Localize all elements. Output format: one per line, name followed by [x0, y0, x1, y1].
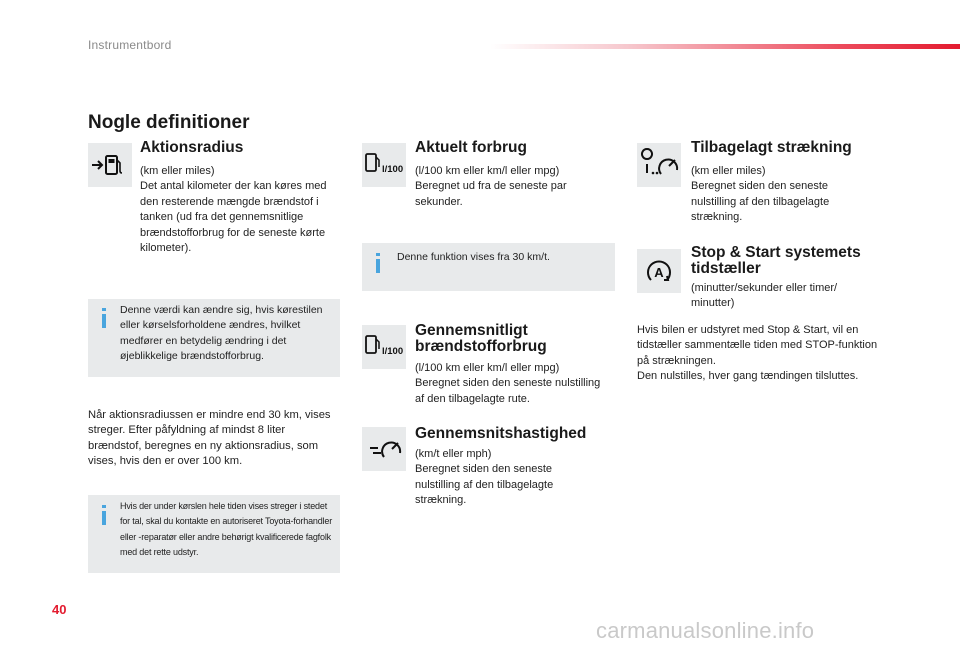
- tilbagelagt-title: Tilbagelagt strækning: [691, 139, 852, 156]
- aktuelt-text: (l/100 km eller km/l eller mpg) Beregnet ud fra de seneste par sekunder.: [415, 165, 567, 208]
- aktionsradius-title: Aktionsradius: [140, 139, 244, 156]
- info-icon-bar: [102, 314, 106, 328]
- range-dashes-paragraph: Når aktionsradiussen er mindre end 30 km, vises streger. Efter påfyldning af mindst 8 liter brændstof, beregnes en ny aktionsradius, som vises, hvis den er over 100 km.: [88, 409, 331, 468]
- gennemsnit-forbrug-text: (l/100 km eller km/l eller mpg) Beregnet siden den seneste nulstilling af den tilbagelagte rute.: [415, 362, 601, 405]
- info-text-value-change: Denne værdi kan ændre sig, hvis kørestilen eller kørselsforholdene ændres, hvilket medfører en betydelig ændring i det øjeblikkelige brændstofforbrug.: [120, 304, 323, 363]
- range-fuel-icon: [88, 143, 132, 187]
- gennemsnit-forbrug-title: Gennemsnitligt brændstofforbrug: [415, 322, 547, 355]
- watermark: carmanualsonline.info: [596, 618, 815, 643]
- stop-start-icon: [637, 249, 681, 293]
- info-icon: [102, 308, 106, 311]
- tilbagelagt-text: (km eller miles) Beregnet siden den seneste nulstilling af den tilbagelagte strækning.: [691, 165, 830, 224]
- instant-consumption-icon-label: l/100: [382, 164, 404, 175]
- info-box-speed: [362, 243, 615, 291]
- page-title: Nogle definitioner: [88, 112, 250, 133]
- header-accent-bar: [490, 44, 960, 49]
- stopstart-paragraph: Hvis bilen er udstyret med Stop & Start, vil en tidstæller sammentælle tiden med STOP-funktion på strækningen. Den nulstilles, hver gang tændingen tilsluttes.: [637, 324, 878, 383]
- average-speed-icon: [362, 427, 406, 471]
- header-title: Instrumentbord: [88, 38, 172, 52]
- info-icon: [102, 505, 106, 508]
- average-consumption-icon-label: l/100: [382, 346, 404, 357]
- stopstart-title: Stop & Start systemets tidstæller: [691, 244, 861, 277]
- info-box-value-change: [88, 299, 340, 377]
- aktuelt-title: Aktuelt forbrug: [415, 139, 527, 156]
- info-icon-bar: [102, 511, 106, 525]
- info-icon-bar: [376, 259, 380, 273]
- distance-travelled-icon: [637, 143, 681, 187]
- info-text-contact-dealer: Hvis der under kørslen hele tiden vises streger i stedet for tal, skal du kontakte en autoriseret Toyota-forhandler eller -reparatør eller andre behørigt kvalificerede fagfolk med det rette udstyr.: [120, 501, 333, 559]
- info-icon: [376, 253, 380, 256]
- gennemsnit-hastighed-text: (km/t eller mph) Beregnet siden den seneste nulstilling af den tilbagelagte strækning.: [415, 448, 554, 507]
- page-number: 40: [52, 602, 67, 617]
- stopstart-text: (minutter/sekunder eller timer/ minutter): [691, 282, 838, 310]
- info-text-speed: Denne funktion vises fra 30 km/t.: [397, 251, 550, 263]
- aktionsradius-text: (km eller miles) Det antal kilometer der kan køres med den resterende mængde brændstof i tanken (ud fra det gennemsnitlige brændstofforbrug for de seneste kørte kilometer).: [140, 165, 327, 255]
- svg-text:A: A: [654, 265, 664, 280]
- gennemsnit-hastighed-title: Gennemsnitshastighed: [415, 425, 587, 442]
- info-box-contact-dealer: [88, 495, 340, 573]
